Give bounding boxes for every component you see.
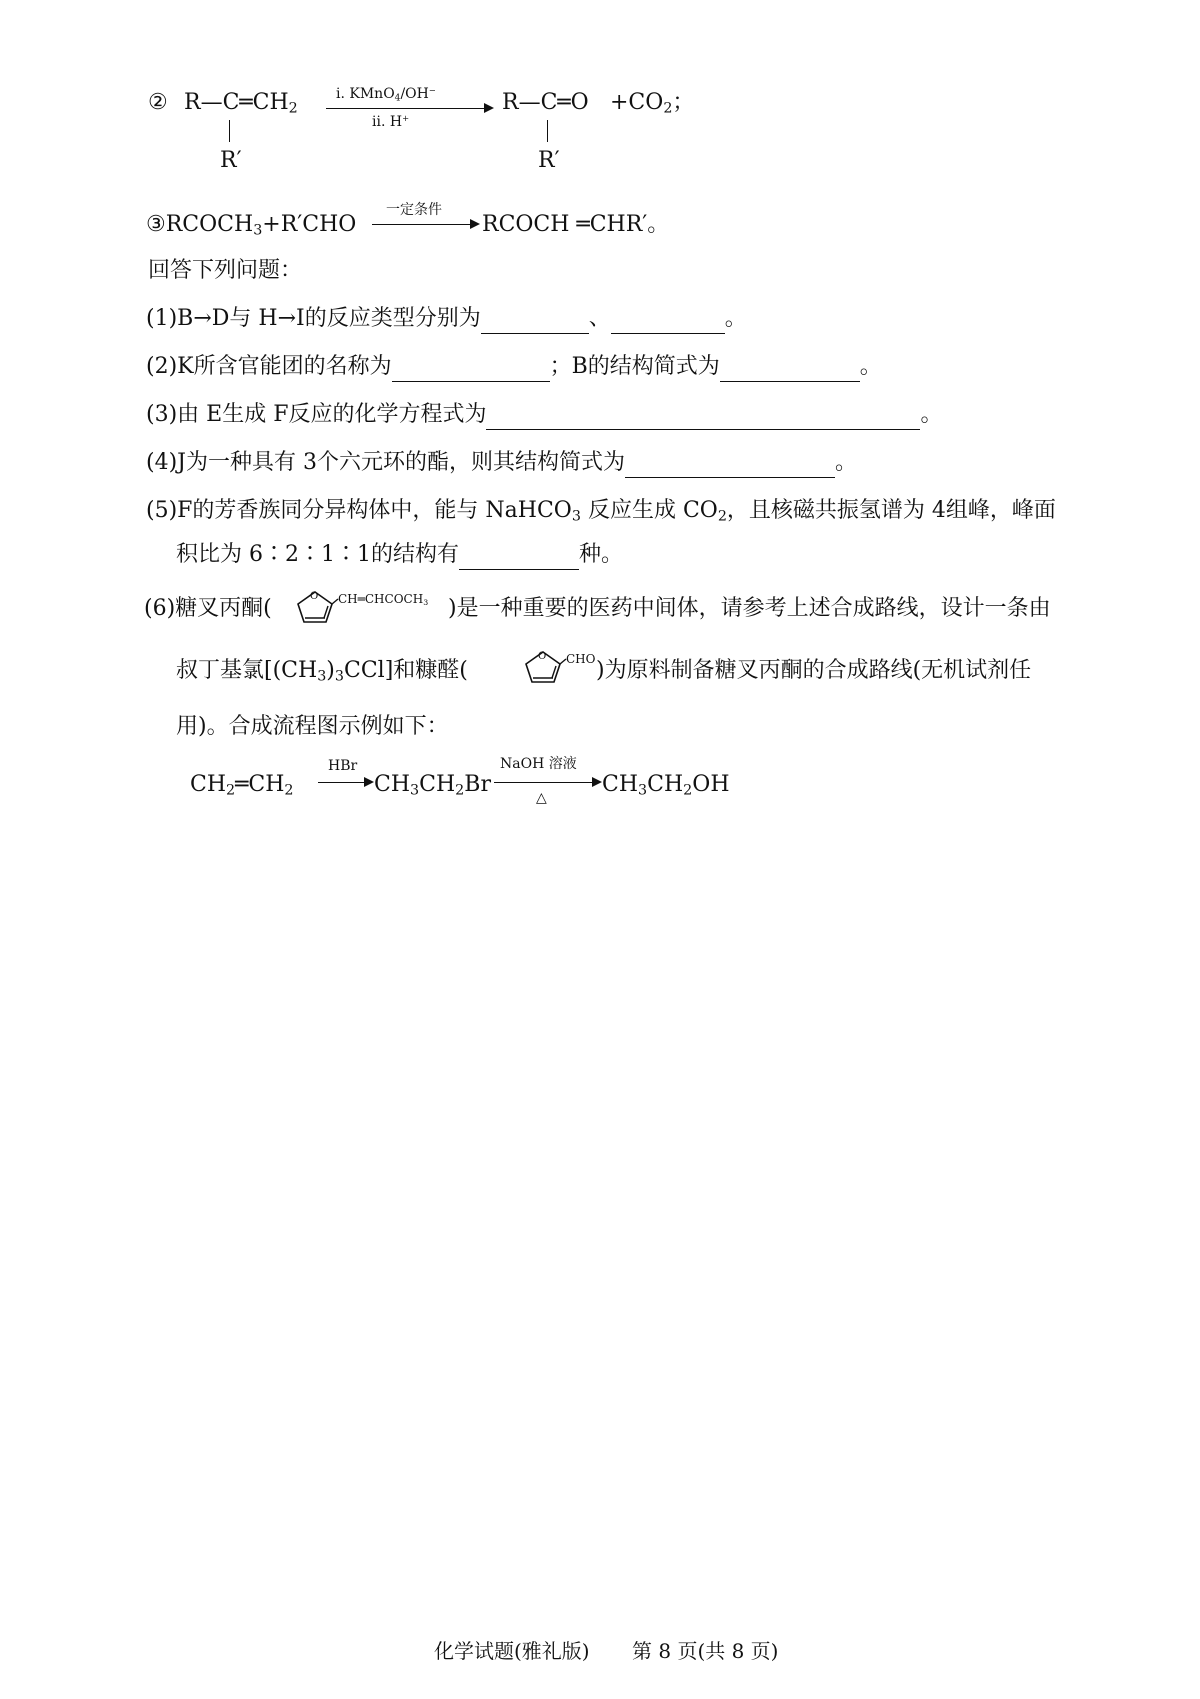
- reaction2-reactant-substituent: R′: [220, 148, 242, 173]
- footer-title: 化学试题(雅礼版): [434, 1639, 590, 1663]
- question-6-line2-rest: )为原料制备糖叉丙酮的合成路线(无机试剂任: [596, 658, 1032, 683]
- furfural-ring-icon: [520, 648, 566, 688]
- reaction3-arrowhead: [470, 219, 480, 229]
- question-4: (4)J为一种具有 3个六元环的酯，则其结构简式为 。: [146, 448, 857, 478]
- furfural-side-chain-label: CHO: [566, 652, 596, 666]
- reaction2-product-bond: [547, 120, 548, 142]
- reaction2-condition-bottom: ⅱ. H+: [372, 112, 410, 130]
- question-2: (2)K所含官能团的名称为 ；B的结构简式为 。: [146, 352, 882, 382]
- example-arrowhead-1: [364, 777, 374, 787]
- furan-ring-icon: [292, 588, 338, 628]
- example-arrow-2: [494, 782, 594, 783]
- answer-blank-2a[interactable]: [392, 361, 550, 382]
- question-5-line1: (5)F的芳香族同分异构体中，能与 NaHCO$_3$ 反应生成 $CO_2$，且核磁共振氢谱为 4组峰，峰面: [146, 498, 1056, 525]
- question-6-line3: 用)。合成流程图示例如下：: [176, 714, 449, 739]
- svg-text:O: O: [538, 651, 547, 662]
- question-3: (3)由 E生成 F反应的化学方程式为 。: [146, 400, 943, 430]
- answer-blank-1a[interactable]: [481, 313, 589, 334]
- reaction2-reactant-bond: [229, 120, 230, 142]
- furan-side-chain-label: $CH═CHCOCH_3$: [338, 592, 429, 607]
- svg-text:O: O: [310, 591, 319, 602]
- reaction2-arrowhead: [484, 103, 494, 113]
- reaction2-marker: ②: [148, 90, 168, 115]
- reaction2-arrow: [326, 108, 486, 109]
- question-1: (1)B→D与 H→I的反应类型分别为 、 。: [146, 304, 747, 334]
- reaction3-product: RCOCH ═CHR′。: [482, 212, 670, 237]
- reaction2-byproduct: $+CO_2$；: [610, 90, 695, 117]
- example-arrow-1: [318, 782, 366, 783]
- example-product: $CH_3CH_2OH$: [602, 772, 730, 799]
- question-6-line1-start: (6)糖叉丙酮(: [144, 596, 272, 621]
- reaction3-condition: 一定条件: [386, 202, 442, 218]
- reaction2-condition-top: ⅰ. KMnO$_4$/OH−: [336, 84, 436, 104]
- example-intermediate: $CH_3CH_2Br$: [374, 772, 491, 799]
- reaction2-reactant: $R—C═CH_2$: [184, 90, 298, 117]
- reaction2-product-substituent: R′: [538, 148, 560, 173]
- reaction2-product: R—C═O: [502, 90, 589, 115]
- answer-blank-5[interactable]: [459, 549, 579, 570]
- reaction3-arrow: [372, 224, 472, 225]
- question-5-line2: 积比为 6∶2∶1∶1的结构有 种。: [176, 540, 623, 570]
- answer-blank-4[interactable]: [625, 457, 835, 478]
- footer-page-number: 第 8 页(共 8 页): [632, 1639, 779, 1663]
- example-start: $CH_2═CH_2$: [190, 772, 294, 799]
- question-6-line2-start: 叔丁基氯$[(CH_3)_3CCl]$和糠醛(: [176, 658, 468, 685]
- questions-prompt: 回答下列问题：: [148, 258, 303, 283]
- example-arrowhead-2: [592, 777, 602, 787]
- example-heat-symbol: △: [536, 790, 547, 806]
- answer-blank-3[interactable]: [486, 409, 920, 430]
- answer-blank-1b[interactable]: [611, 313, 725, 334]
- example-reagent-2: NaOH 溶液: [500, 756, 577, 772]
- example-reagent-1: HBr: [328, 758, 358, 774]
- question-6-line1-rest: )是一种重要的医药中间体，请参考上述合成路线，设计一条由: [448, 596, 1051, 621]
- reaction3-reactants: $③RCOCH_3+R'CHO$: [146, 212, 357, 239]
- answer-blank-2b[interactable]: [720, 361, 860, 382]
